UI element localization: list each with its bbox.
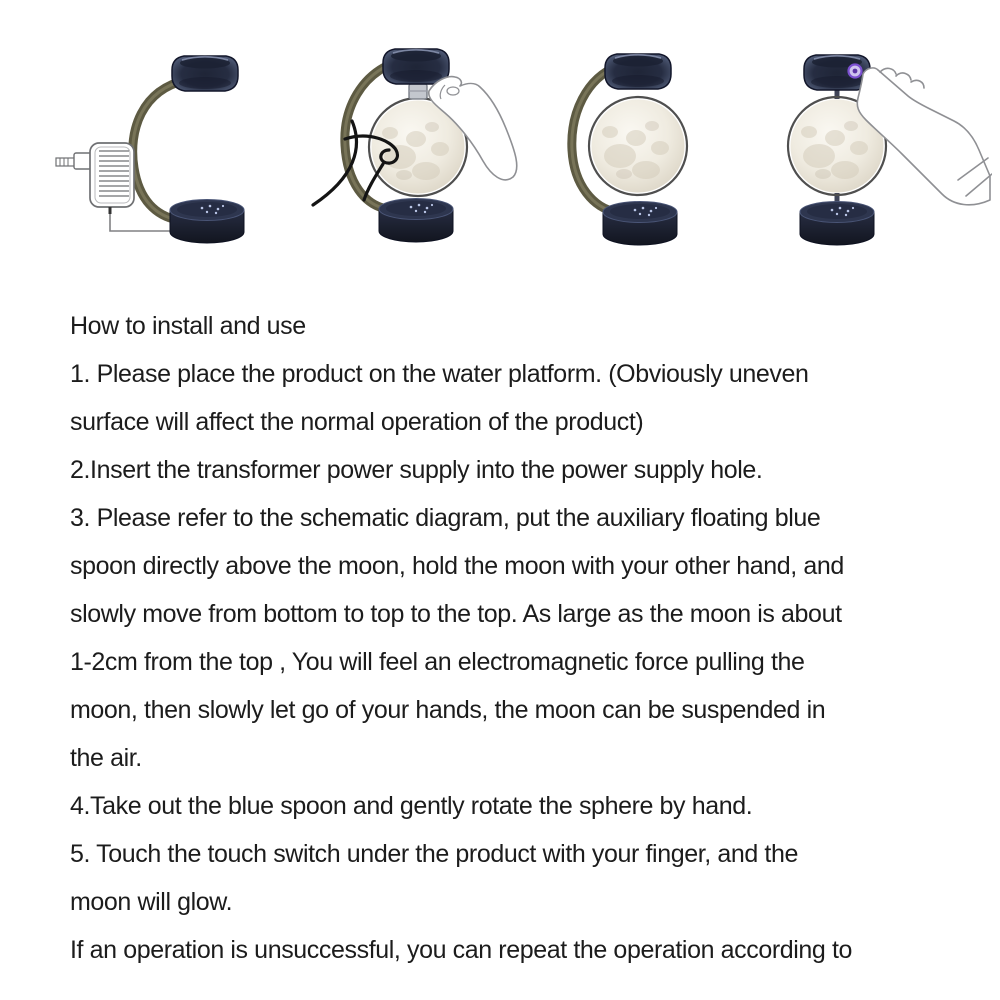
- lamp-base: [379, 199, 453, 243]
- levitation-head: [605, 54, 671, 89]
- levitation-head: [383, 49, 449, 84]
- instruction-line: 1. Please place the product on the water platform. (Obviously uneven: [70, 360, 809, 388]
- lamp-base: [170, 200, 244, 244]
- illustration-step2-place-moon: [295, 25, 555, 253]
- levitation-head: [172, 56, 238, 91]
- illustration-step4-touch-switch: [762, 30, 992, 252]
- power-adapter-icon: [56, 143, 134, 214]
- moon-sphere: [589, 97, 687, 195]
- instructions-block: [70, 302, 970, 974]
- touch-button-icon: [849, 65, 862, 78]
- instruction-line: 2.Insert the transformer power supply into the power supply hole.: [70, 456, 763, 484]
- instruction-line: spoon directly above the moon, hold the moon with your other hand, and: [70, 552, 844, 580]
- instruction-line: moon, then slowly let go of your hands, the moon can be suspended in: [70, 696, 826, 724]
- spacer-spoon: [409, 84, 427, 99]
- instruction-footer-line: If an operation is unsuccessful, you can repeat the operation according to: [70, 936, 853, 964]
- instruction-line: moon will glow.: [70, 888, 233, 916]
- step-illustrations-row: [0, 0, 1000, 270]
- instruction-line: 1-2cm from the top , You will feel an electromagnetic force pulling the: [70, 648, 805, 676]
- instruction-line: 5. Touch the touch switch under the product with your finger, and the: [70, 840, 798, 868]
- instruction-line: the air.: [70, 744, 142, 772]
- lamp-base: [800, 202, 874, 246]
- instruction-line: 4.Take out the blue spoon and gently rotate the sphere by hand.: [70, 792, 753, 820]
- instruction-line: surface will affect the normal operation of the product): [70, 408, 644, 436]
- c-arm: [133, 80, 186, 220]
- instructions-title: How to install and use: [70, 312, 306, 340]
- illustration-step1-plug-in-power: [40, 30, 270, 252]
- lamp-base: [603, 202, 677, 246]
- instruction-line: slowly move from bottom to top to the top. As large as the moon is about: [70, 600, 842, 628]
- illustration-step3-levitating: [558, 30, 783, 252]
- instruction-line: 3. Please refer to the schematic diagram, put the auxiliary floating blue: [70, 504, 821, 532]
